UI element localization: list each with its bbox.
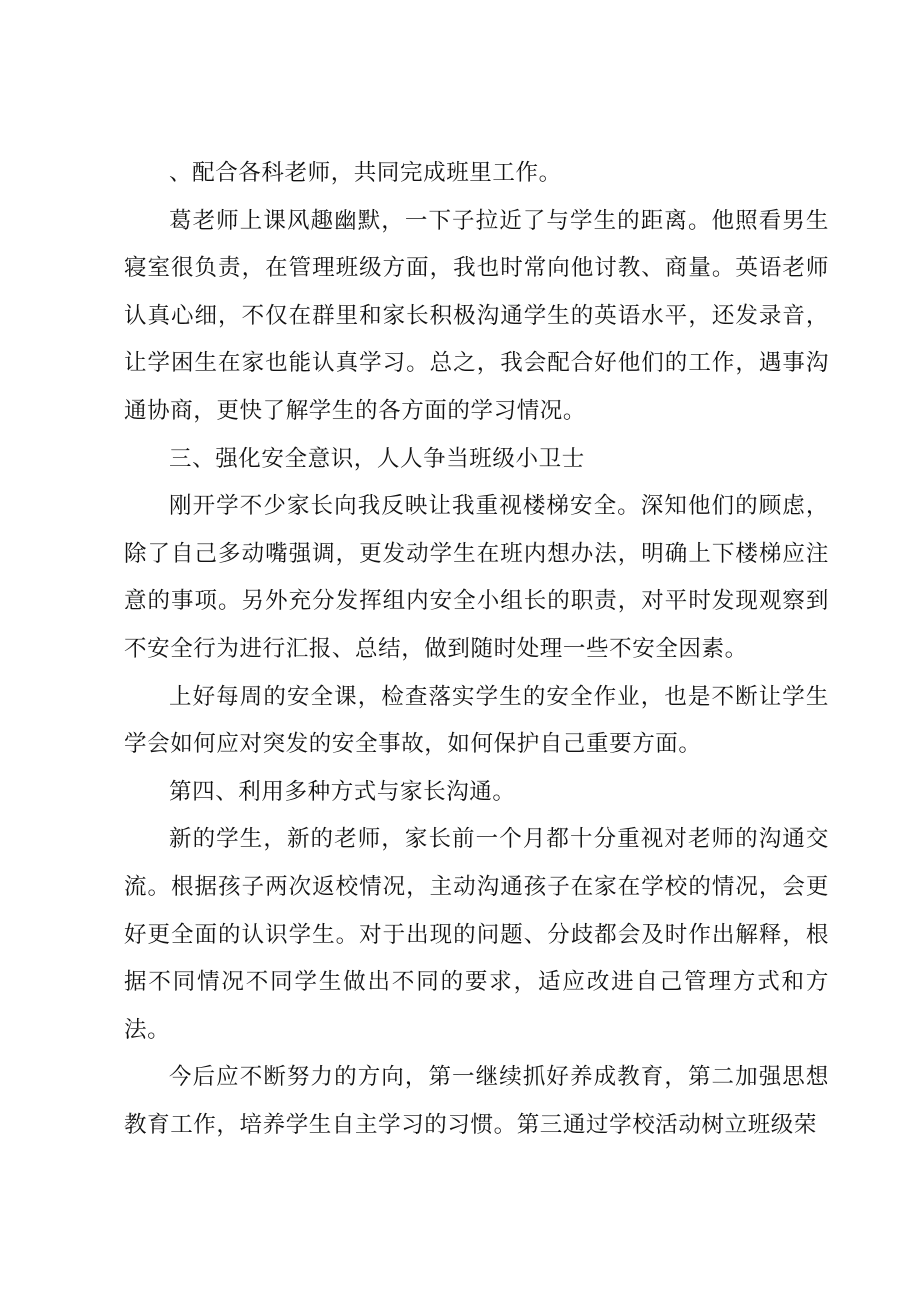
- paragraph-safety-heading: 三、强化安全意识，人人争当班级小卫士: [169, 445, 585, 472]
- paragraph-parents-heading: 第四、利用多种方式与家长沟通。: [169, 778, 516, 805]
- paragraph-teachers: 葛老师上课风趣幽默，一下子拉近了与学生的距离。他照看男生寝室很负责，在管理班级方面，我也时常向他讨教、商量。英语老师认真心细，不仅在群里和家长积极沟通学生的英语水平，还发录音，让学困生在家也能认真学习。总之，我会配合好他们的工作，遇事沟通协商，更快了解学生的各方面的学习情况。: [124, 207, 829, 424]
- paragraph-cooperation-heading: 、配合各科老师，共同完成班里工作。: [169, 160, 562, 186]
- paragraph-future-direction: 今后应不断努力的方向，第一继续抓好养成教育，第二加强思想教育工作，培养学生自主学习的习惯。第三通过学校活动树立班级荣: [124, 1064, 829, 1138]
- document-body: [124, 150, 829, 1149]
- paragraph-safety-class: 上好每周的安全课，检查落实学生的安全作业，也是不断让学生学会如何应对突发的安全事故，如何保护自己重要方面。: [124, 683, 829, 758]
- paragraph-stairs-safety: 刚开学不少家长向我反映让我重视楼梯安全。深知他们的顾虑，除了自己多动嘴强调，更发动学生在班内想办法，明确上下楼梯应注意的事项。另外充分发挥组内安全小组长的职责，对平时发现观察到不安全行为进行汇报、总结，做到随时处理一些不安全因素。: [124, 493, 829, 662]
- paragraph-parents-communication: 新的学生，新的老师，家长前一个月都十分重视对老师的沟通交流。根据孩子两次返校情况，主动沟通孩子在家在学校的情况，会更好更全面的认识学生。对于出现的问题、分歧都会及时作出解释，根据不同情况不同学生做出不同的要求，适应改进自己管理方式和方法。: [124, 826, 829, 1043]
